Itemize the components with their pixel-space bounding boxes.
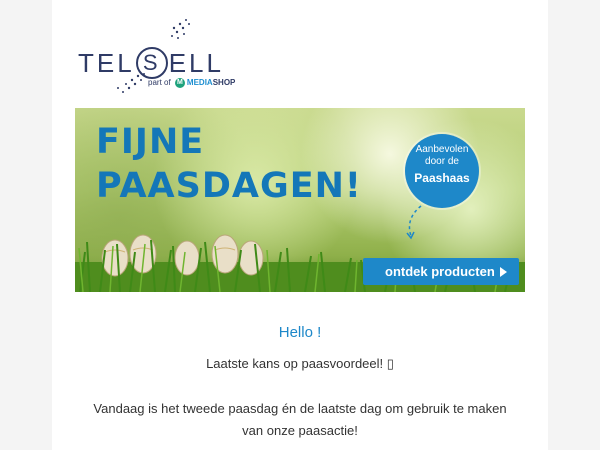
telsell-logo[interactable] (78, 18, 258, 98)
greeting: Hello ! (278, 324, 322, 341)
badge-line3: Paashaas (414, 171, 470, 185)
part-of-text: part of (148, 78, 171, 88)
cta-label: ontdek producten (385, 264, 495, 279)
mediashop-media: MEDIA (186, 78, 213, 88)
badge-line2: door de (425, 156, 459, 167)
logo-part-of (148, 78, 235, 88)
body-paragraph: Vandaag is het tweede paasdag én de laatste dag om gebruik te maken van onze paasactie! (93, 401, 507, 438)
logo-text-ell: ELL (168, 48, 224, 78)
logo-s-circle: S (136, 47, 168, 79)
discover-products-button[interactable] (363, 258, 519, 285)
badge-line1: Aanbevolen (415, 144, 469, 155)
chevron-right-icon (500, 267, 507, 277)
banner-title-line2: PAASDAGEN! (96, 166, 362, 206)
logo-text-tel: TEL (78, 48, 135, 78)
intro-line: Laatste kans op paasvoordeel! ▯ (206, 356, 394, 371)
easter-banner[interactable] (75, 108, 525, 292)
mediashop-shop: SHOP (212, 78, 236, 88)
email-card (52, 0, 548, 450)
banner-title-line1: FIJNE (96, 122, 205, 162)
banner-title (96, 120, 362, 208)
logo-wordmark (78, 48, 224, 80)
mediashop-m-icon: M (175, 78, 185, 88)
mediashop-wordmark (187, 78, 235, 87)
recommended-badge (405, 134, 479, 208)
